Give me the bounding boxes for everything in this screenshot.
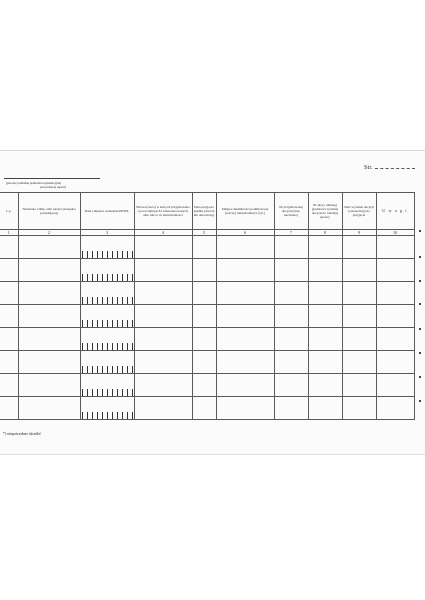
pesel-digit-divider bbox=[132, 297, 133, 304]
table-row bbox=[0, 328, 414, 351]
page-number-label: Str. bbox=[364, 165, 373, 171]
pesel-digit-divider bbox=[122, 320, 123, 327]
pesel-digit-divider bbox=[112, 320, 113, 327]
table-cell[interactable] bbox=[192, 374, 216, 397]
col-header-remarks: U w a g i bbox=[376, 193, 414, 230]
pesel-digit-divider bbox=[112, 366, 113, 373]
pesel-digit-divider bbox=[97, 366, 98, 373]
table-cell[interactable] bbox=[376, 374, 414, 397]
table-cell[interactable] bbox=[0, 259, 18, 282]
pesel-digit-boxes bbox=[82, 273, 133, 281]
pesel-digit-divider bbox=[132, 274, 133, 281]
table-cell[interactable] bbox=[18, 236, 80, 259]
pesel-digit-divider bbox=[112, 274, 113, 281]
table-cell[interactable] bbox=[134, 236, 192, 259]
pesel-digit-divider bbox=[112, 297, 113, 304]
pesel-digit-divider bbox=[82, 320, 83, 327]
pesel-digit-divider bbox=[97, 297, 98, 304]
pesel-digit-divider bbox=[107, 297, 108, 304]
table-cell[interactable] bbox=[134, 374, 192, 397]
pesel-digit-divider bbox=[127, 251, 128, 258]
pesel-digit-divider bbox=[127, 412, 128, 419]
table-cell[interactable] bbox=[134, 282, 192, 305]
table-row bbox=[0, 236, 414, 259]
table-cell[interactable] bbox=[18, 305, 80, 328]
pesel-digit-divider bbox=[97, 412, 98, 419]
table-cell[interactable] bbox=[216, 328, 274, 351]
table-cell[interactable] bbox=[274, 236, 308, 259]
pesel-digit-divider bbox=[107, 251, 108, 258]
pesel-digit-divider bbox=[92, 389, 93, 396]
pesel-digit-divider bbox=[82, 343, 83, 350]
office-stamp-caption bbox=[6, 181, 126, 189]
col-header-acceptance-date: Data przyjęcia spadku (dwóch lub darowizny) bbox=[192, 193, 216, 230]
table-cell[interactable] bbox=[18, 351, 80, 374]
pesel-digit-divider bbox=[117, 389, 118, 396]
table-cell[interactable] bbox=[376, 236, 414, 259]
table-cell[interactable] bbox=[80, 236, 134, 259]
pesel-digit-divider bbox=[117, 297, 118, 304]
table-cell[interactable] bbox=[80, 259, 134, 282]
table-cell[interactable] bbox=[80, 351, 134, 374]
pesel-digit-divider bbox=[97, 251, 98, 258]
footnote: *) niepotrzebne skreślić bbox=[3, 431, 42, 436]
page-number-field bbox=[364, 165, 415, 171]
table-cell[interactable] bbox=[192, 328, 216, 351]
office-stamp-line bbox=[4, 178, 100, 179]
pesel-digit-divider bbox=[107, 274, 108, 281]
col-header-name: Nazwisko i imię, albo nazwa (zarządca posiadającej) bbox=[18, 193, 80, 230]
col-header-file-no: Nr akt (o zmianę) (podstawa wydania decyzji do rodziny) sprawy bbox=[308, 193, 342, 230]
col-header-location: Miejsce działalności podmiotowej (rzeczy) nieruchomości (cyt.) bbox=[216, 193, 274, 230]
pesel-digit-divider bbox=[127, 343, 128, 350]
table-cell[interactable] bbox=[134, 259, 192, 282]
pesel-digit-divider bbox=[92, 343, 93, 350]
col-number: 10 bbox=[376, 230, 414, 236]
table-cell[interactable] bbox=[308, 236, 342, 259]
pesel-digit-divider bbox=[87, 274, 88, 281]
pesel-digit-divider bbox=[102, 251, 103, 258]
pesel-digit-divider bbox=[82, 389, 83, 396]
col-header-birth: Data i miejsce urodzenia PESEL bbox=[80, 193, 134, 230]
table-cell[interactable] bbox=[342, 259, 376, 282]
col-number: 1 bbox=[0, 230, 18, 236]
office-stamp-caption-line-1: (pieczęć podłużna jednostki organizacyjnej bbox=[6, 181, 62, 185]
pesel-digit-divider bbox=[112, 251, 113, 258]
table-row bbox=[0, 351, 414, 374]
pesel-digit-divider bbox=[92, 412, 93, 419]
table-cell[interactable] bbox=[80, 305, 134, 328]
pesel-digit-divider bbox=[112, 389, 113, 396]
table-cell[interactable] bbox=[18, 374, 80, 397]
table-row bbox=[0, 282, 414, 305]
col-header-lp: L.p. bbox=[0, 193, 18, 230]
pesel-digit-divider bbox=[87, 389, 88, 396]
pesel-digit-divider bbox=[82, 251, 83, 258]
col-number: 6 bbox=[216, 230, 274, 236]
pesel-digit-divider bbox=[97, 343, 98, 350]
table-cell[interactable] bbox=[308, 305, 342, 328]
table-cell[interactable] bbox=[192, 305, 216, 328]
pesel-digit-divider bbox=[102, 274, 103, 281]
office-stamp-caption-line-2: prowadzącej rejestr) bbox=[40, 185, 66, 189]
pesel-digit-boxes bbox=[82, 411, 133, 419]
table-row bbox=[0, 397, 414, 420]
pesel-digit-divider bbox=[82, 366, 83, 373]
table-cell[interactable] bbox=[134, 328, 192, 351]
table-cell[interactable] bbox=[192, 397, 216, 420]
pesel-digit-divider bbox=[122, 343, 123, 350]
pesel-digit-divider bbox=[92, 251, 93, 258]
register-body bbox=[0, 236, 414, 420]
pesel-digit-boxes bbox=[82, 342, 133, 350]
table-cell[interactable] bbox=[342, 236, 376, 259]
pesel-digit-divider bbox=[82, 412, 83, 419]
pesel-digit-divider bbox=[87, 320, 88, 327]
pesel-digit-divider bbox=[102, 297, 103, 304]
pesel-digit-divider bbox=[87, 366, 88, 373]
pesel-digit-divider bbox=[107, 366, 108, 373]
table-cell[interactable] bbox=[308, 259, 342, 282]
pesel-digit-divider bbox=[127, 320, 128, 327]
table-cell[interactable] bbox=[18, 259, 80, 282]
pesel-digit-divider bbox=[87, 297, 88, 304]
table-cell[interactable] bbox=[134, 351, 192, 374]
pesel-digit-divider bbox=[92, 366, 93, 373]
col-header-issue-date: Data wydania decyzji (ostatecznej) do przyjęcia bbox=[342, 193, 376, 230]
pesel-digit-divider bbox=[122, 297, 123, 304]
table-cell[interactable] bbox=[342, 305, 376, 328]
table-cell[interactable] bbox=[274, 328, 308, 351]
table-cell[interactable] bbox=[274, 282, 308, 305]
table-row bbox=[0, 259, 414, 282]
pesel-digit-divider bbox=[127, 389, 128, 396]
col-number: 3 bbox=[80, 230, 134, 236]
table-cell[interactable] bbox=[216, 374, 274, 397]
pesel-digit-boxes bbox=[82, 388, 133, 396]
table-cell[interactable] bbox=[134, 305, 192, 328]
col-number: 8 bbox=[308, 230, 342, 236]
pesel-digit-divider bbox=[87, 412, 88, 419]
table-cell[interactable] bbox=[376, 328, 414, 351]
table-cell[interactable] bbox=[0, 397, 18, 420]
pesel-digit-boxes bbox=[82, 250, 133, 258]
table-cell[interactable] bbox=[80, 328, 134, 351]
pesel-digit-divider bbox=[132, 389, 133, 396]
margin-mark bbox=[419, 328, 421, 330]
margin-mark bbox=[419, 376, 421, 378]
table-cell[interactable] bbox=[342, 351, 376, 374]
table-cell[interactable] bbox=[342, 397, 376, 420]
pesel-digit-divider bbox=[117, 343, 118, 350]
pesel-digit-divider bbox=[87, 343, 88, 350]
pesel-digit-divider bbox=[117, 412, 118, 419]
pesel-digit-divider bbox=[97, 389, 98, 396]
pesel-digit-divider bbox=[112, 343, 113, 350]
page-number-blank bbox=[375, 168, 415, 169]
table-cell[interactable] bbox=[18, 328, 80, 351]
table-cell[interactable] bbox=[192, 259, 216, 282]
table-cell[interactable] bbox=[0, 374, 18, 397]
pesel-digit-boxes bbox=[82, 296, 133, 304]
col-number: 7 bbox=[274, 230, 308, 236]
pesel-digit-divider bbox=[132, 412, 133, 419]
table-cell[interactable] bbox=[342, 282, 376, 305]
pesel-digit-divider bbox=[122, 366, 123, 373]
pesel-digit-divider bbox=[117, 274, 118, 281]
table-cell[interactable] bbox=[376, 397, 414, 420]
table-cell[interactable] bbox=[216, 282, 274, 305]
table-cell[interactable] bbox=[342, 328, 376, 351]
pesel-digit-divider bbox=[97, 274, 98, 281]
table-cell[interactable] bbox=[274, 305, 308, 328]
pesel-digit-divider bbox=[92, 274, 93, 281]
pesel-digit-divider bbox=[92, 297, 93, 304]
table-cell[interactable] bbox=[0, 282, 18, 305]
table-cell[interactable] bbox=[0, 328, 18, 351]
table-cell[interactable] bbox=[216, 351, 274, 374]
scan-background bbox=[0, 0, 425, 150]
table-cell[interactable] bbox=[216, 236, 274, 259]
register-table bbox=[0, 192, 415, 420]
pesel-digit-divider bbox=[122, 251, 123, 258]
table-row bbox=[0, 374, 414, 397]
margin-mark bbox=[419, 256, 421, 258]
pesel-digit-divider bbox=[107, 389, 108, 396]
col-number: 2 bbox=[18, 230, 80, 236]
table-cell[interactable] bbox=[376, 282, 414, 305]
table-cell[interactable] bbox=[274, 259, 308, 282]
table-cell[interactable] bbox=[216, 305, 274, 328]
pesel-digit-divider bbox=[127, 297, 128, 304]
table-row bbox=[0, 305, 414, 328]
pesel-digit-divider bbox=[102, 412, 103, 419]
margin-mark bbox=[419, 280, 421, 282]
table-cell[interactable] bbox=[308, 328, 342, 351]
pesel-digit-divider bbox=[107, 320, 108, 327]
pesel-digit-divider bbox=[117, 320, 118, 327]
pesel-digit-divider bbox=[112, 412, 113, 419]
table-cell[interactable] bbox=[308, 397, 342, 420]
table-cell[interactable] bbox=[308, 351, 342, 374]
pesel-digit-divider bbox=[82, 274, 83, 281]
table-cell[interactable] bbox=[18, 397, 80, 420]
table-cell[interactable] bbox=[274, 351, 308, 374]
pesel-digit-divider bbox=[132, 366, 133, 373]
col-header-decision-no: Nr przyjmowanej decyzji (data, nazwisko) bbox=[274, 193, 308, 230]
table-cell[interactable] bbox=[216, 397, 274, 420]
pesel-digit-divider bbox=[107, 412, 108, 419]
pesel-digit-divider bbox=[132, 343, 133, 350]
table-cell[interactable] bbox=[376, 351, 414, 374]
pesel-digit-divider bbox=[87, 251, 88, 258]
margin-mark bbox=[419, 352, 421, 354]
table-cell[interactable] bbox=[80, 282, 134, 305]
pesel-digit-boxes bbox=[82, 319, 133, 327]
pesel-digit-divider bbox=[107, 343, 108, 350]
table-cell[interactable] bbox=[0, 236, 18, 259]
table-cell[interactable] bbox=[192, 236, 216, 259]
table-cell[interactable] bbox=[308, 374, 342, 397]
col-header-property: Nazwa (rzecz) w których przyjmowano i pod rodzinnych i zakwaterowanych, albo ulica i nr nieruchomości bbox=[134, 193, 192, 230]
pesel-digit-divider bbox=[117, 366, 118, 373]
pesel-digit-divider bbox=[127, 366, 128, 373]
pesel-digit-divider bbox=[82, 297, 83, 304]
table-cell[interactable] bbox=[192, 282, 216, 305]
table-cell[interactable] bbox=[134, 397, 192, 420]
table-cell[interactable] bbox=[0, 305, 18, 328]
table-cell[interactable] bbox=[342, 374, 376, 397]
pesel-digit-divider bbox=[122, 389, 123, 396]
table-cell[interactable] bbox=[376, 305, 414, 328]
margin-mark bbox=[419, 230, 421, 232]
pesel-digit-divider bbox=[92, 320, 93, 327]
margin-mark bbox=[419, 303, 421, 305]
table-cell[interactable] bbox=[18, 282, 80, 305]
pesel-digit-divider bbox=[102, 343, 103, 350]
margin-mark bbox=[419, 400, 421, 402]
pesel-digit-divider bbox=[102, 366, 103, 373]
col-number: 9 bbox=[342, 230, 376, 236]
table-header-row bbox=[0, 193, 414, 230]
table-cell[interactable] bbox=[80, 397, 134, 420]
pesel-digit-divider bbox=[132, 251, 133, 258]
col-number: 5 bbox=[192, 230, 216, 236]
table-cell[interactable] bbox=[216, 259, 274, 282]
table-cell[interactable] bbox=[376, 259, 414, 282]
table-cell[interactable] bbox=[274, 397, 308, 420]
pesel-digit-divider bbox=[102, 320, 103, 327]
pesel-digit-boxes bbox=[82, 365, 133, 373]
pesel-digit-divider bbox=[102, 389, 103, 396]
pesel-digit-divider bbox=[117, 251, 118, 258]
table-cell[interactable] bbox=[192, 351, 216, 374]
pesel-digit-divider bbox=[127, 274, 128, 281]
col-number: 4 bbox=[134, 230, 192, 236]
pesel-digit-divider bbox=[122, 412, 123, 419]
pesel-digit-divider bbox=[132, 320, 133, 327]
table-cell[interactable] bbox=[308, 282, 342, 305]
pesel-digit-divider bbox=[97, 320, 98, 327]
table-cell[interactable] bbox=[274, 374, 308, 397]
table-cell[interactable] bbox=[0, 351, 18, 374]
pesel-digit-divider bbox=[122, 274, 123, 281]
table-cell[interactable] bbox=[80, 374, 134, 397]
